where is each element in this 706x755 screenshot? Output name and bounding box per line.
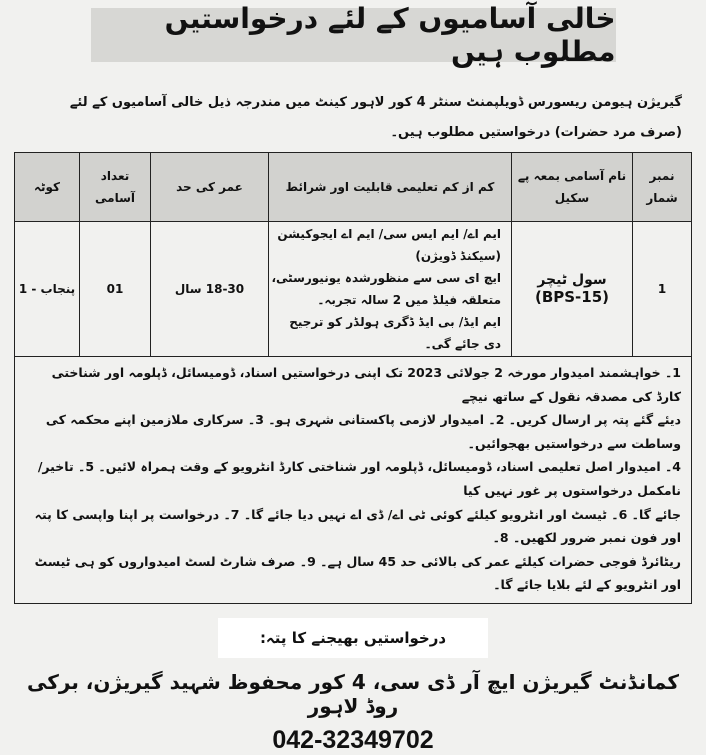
- header-qualification: کم از کم تعلیمی قابلیت اور شرائط: [269, 153, 512, 222]
- qualification-line: ایم اے/ ایم ایس سی/ ایم اے ایجوکیشن (سیکنڈ ڈویژن): [277, 227, 501, 263]
- cell-qualification: [269, 222, 512, 357]
- header-age: عمر کی حد: [151, 153, 269, 222]
- address-label: درخواستیں بھیجنے کا پتہ:: [259, 628, 447, 647]
- condition-line: 1۔ خواہشمند امیدوار مورخہ 2 جولائی 2023 تک اپنی درخواستیں اسناد، ڈومیسائل، ڈپلومہ اور شناختی کارڈ کی مصدقہ نقول کے ساتھ نیچے: [51, 365, 681, 404]
- table-row: [15, 222, 692, 357]
- condition-line: ریٹائرڈ فوجی حضرات کیلئے عمر کی بالائی حد 45 سال ہے۔ 9۔ صرف شارٹ لسٹ امیدواروں کو ہی ٹیسٹ اور انٹرویو کے لئے بلایا جائے گا۔: [34, 553, 681, 593]
- headline-text: خالی آسامیوں کے لئے درخواستیں مطلوب ہیں: [164, 2, 616, 68]
- qualification-line: ایم ایڈ/ بی ایڈ ڈگری ہولڈر کو ترجیح دی جائے گی۔: [289, 315, 501, 351]
- header-serial: نمبر شمار: [633, 153, 692, 222]
- cell-count: 01: [80, 222, 151, 357]
- phone-number: 042-32349702: [272, 725, 434, 754]
- cell-quota: پنجاب - 1: [15, 222, 80, 357]
- header-quota: کوٹہ: [15, 153, 80, 222]
- address-label-box: [218, 618, 488, 658]
- qualification-line: ایچ ای سی سے منظورشدہ یونیورسٹی، متعلقہ فیلڈ میں 2 سالہ تجربہ۔: [271, 271, 501, 307]
- terms-and-conditions: [14, 357, 692, 604]
- cell-age: 18-30 سال: [151, 222, 269, 357]
- table-header-row: [15, 153, 692, 222]
- condition-line: دیئے گئے پتہ پر ارسال کریں۔ 2۔ امیدوار لازمی پاکستانی شہری ہو۔ 3۔ سرکاری ملازمین اپنے محکمہ کی وساطت سے درخواستیں بھجوائیں۔: [45, 412, 681, 451]
- cell-post: [512, 222, 633, 357]
- headline-banner: [91, 2, 616, 68]
- post-name: سول ٹیچر: [537, 272, 607, 288]
- pay-scale: (BPS-15): [534, 288, 610, 306]
- vacancies-table: [14, 152, 692, 357]
- header-count: تعداد آسامی: [80, 153, 151, 222]
- intro-paragraph: گیریژن ہیومن ریسورس ڈویلپمنٹ سنٹر 4 کور لاہور کینٹ میں مندرجہ ذیل خالی آسامیوں کے لئے (صرف مرد حضرات) درخواستیں مطلوب ہیں۔: [69, 95, 682, 140]
- mailing-address: کمانڈنٹ گیریژن ایچ آر ڈی سی، 4 کور محفوظ شہید گیریژن، برکی روڈ لاہور: [27, 669, 679, 718]
- condition-line: جائے گا۔ 6۔ ٹیسٹ اور انٹرویو کیلئے کوئی ٹی اے/ ڈی اے نہیں دیا جائے گا۔ 7۔ درخواست پر اپنا واپسی کا پتہ اور فون نمبر ضرور لکھیں۔ 8۔: [34, 506, 681, 546]
- header-post: نام آسامی بمعہ پے سکیل: [512, 153, 633, 222]
- condition-line: 4۔ امیدوار اصل تعلیمی اسناد، ڈومیسائل، ڈپلومہ اور شناختی کارڈ انٹرویو کے وقت ہمراہ لائیں۔ 5۔ تاخیر/ نامکمل درخواستوں پر غور نہیں کیا: [37, 459, 681, 498]
- cell-serial: 1: [633, 222, 692, 357]
